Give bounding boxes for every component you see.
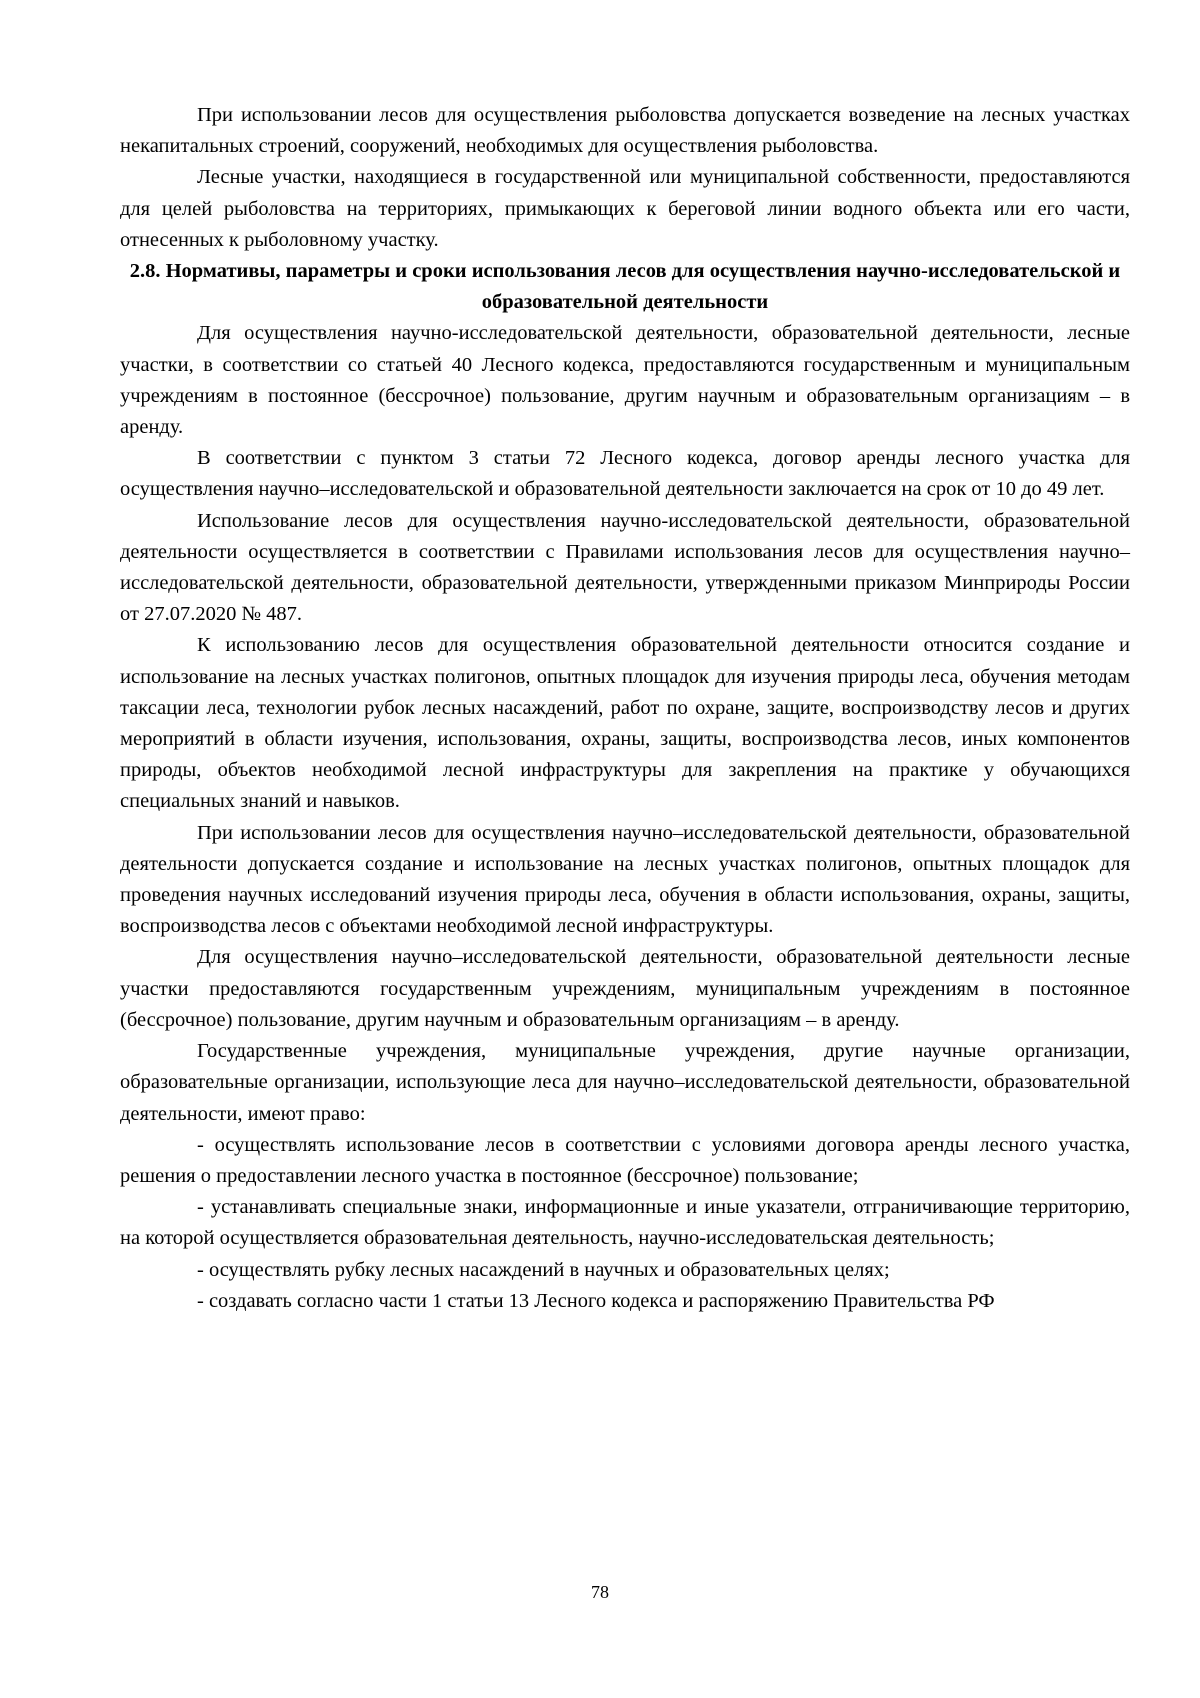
paragraph: Для осуществления научно–исследовательской деятельности, образовательной деятельности лесные участки предоставляются государственным учреждениям, муниципальным учреждениям в постоянное (бессрочное) пользование, другим научным и образовательным организациям – в аренду. (120, 946, 1130, 1031)
paragraph: Государственные учреждения, муниципальные учреждения, другие научные организации, образовательные организации, использующие леса для научно–исследовательской деятельности, образовательной деятельности, имеют право: (120, 1040, 1130, 1125)
page-content (120, 100, 1130, 1317)
list-item: - осуществлять рубку лесных насаждений в научных и образовательных целях; (197, 1258, 890, 1281)
list-item: - осуществлять использование лесов в соответствии с условиями договора аренды лесного участка, решения о предоставлении лесного участка в постоянное (бессрочное) пользование; (120, 1133, 1130, 1187)
paragraph: Лесные участки, находящиеся в государственной или муниципальной собственности, предоставляются для целей рыболовства на территориях, примыкающих к береговой линии водного объекта или его части, отнесенных к рыболовному участку. (120, 166, 1130, 251)
paragraph: В соответствии с пунктом 3 статьи 72 Лесного кодекса, договор аренды лесного участка для осуществления научно–исследовательской и образовательной деятельности заключается на срок от 10 до 49 лет. (120, 447, 1130, 501)
list-item: - создавать согласно части 1 статьи 13 Лесного кодекса и распоряжению Правительства РФ (197, 1289, 995, 1312)
list-item: - устанавливать специальные знаки, информационные и иные указатели, отграничивающие территорию, на которой осуществляется образовательная деятельность, научно-исследовательская деятельность; (120, 1196, 1130, 1250)
paragraph: При использовании лесов для осуществления научно–исследовательской деятельности, образовательной деятельности допускается создание и использование на лесных участках полигонов, опытных площадок для проведения научных исследований изучения природы леса, обучения в области использования, охраны, защиты, воспроизводства лесов с объектами необходимой лесной инфраструктуры. (120, 821, 1130, 938)
paragraph: К использованию лесов для осуществления образовательной деятельности относится создание и использование на лесных участках полигонов, опытных площадок для изучения природы леса, обучения методам таксации леса, технологии рубок лесных насаждений, работ по охране, защите, воспроизводству лесов и других мероприятий в области изучения, использования, охраны, защиты, воспроизводства лесов, иных компонентов природы, объектов необходимой лесной инфраструктуры для закрепления на практике у обучающихся специальных знаний и навыков. (120, 634, 1130, 813)
paragraph: При использовании лесов для осуществления рыболовства допускается возведение на лесных участках некапитальных строений, сооружений, необходимых для осуществления рыболовства. (120, 104, 1130, 158)
section-heading: 2.8. Нормативы, параметры и сроки использования лесов для осуществления научно-исследовательской и образовательной деятельности (129, 260, 1121, 314)
page-number: 78 (591, 1582, 609, 1602)
paragraph: Для осуществления научно-исследовательской деятельности, образовательной деятельности, лесные участки, в соответствии со статьей 40 Лесного кодекса, предоставляются государственным и муниципальным учреждениям в постоянное (бессрочное) пользование, другим научным и образовательным организациям – в аренду. (120, 322, 1130, 439)
paragraph: Использование лесов для осуществления научно-исследовательской деятельности, образовательной деятельности осуществляется в соответствии с Правилами использования лесов для осуществления научно–исследовательской деятельности, образовательной деятельности, утвержденными приказом Минприроды России от 27.07.2020 № 487. (120, 509, 1130, 626)
